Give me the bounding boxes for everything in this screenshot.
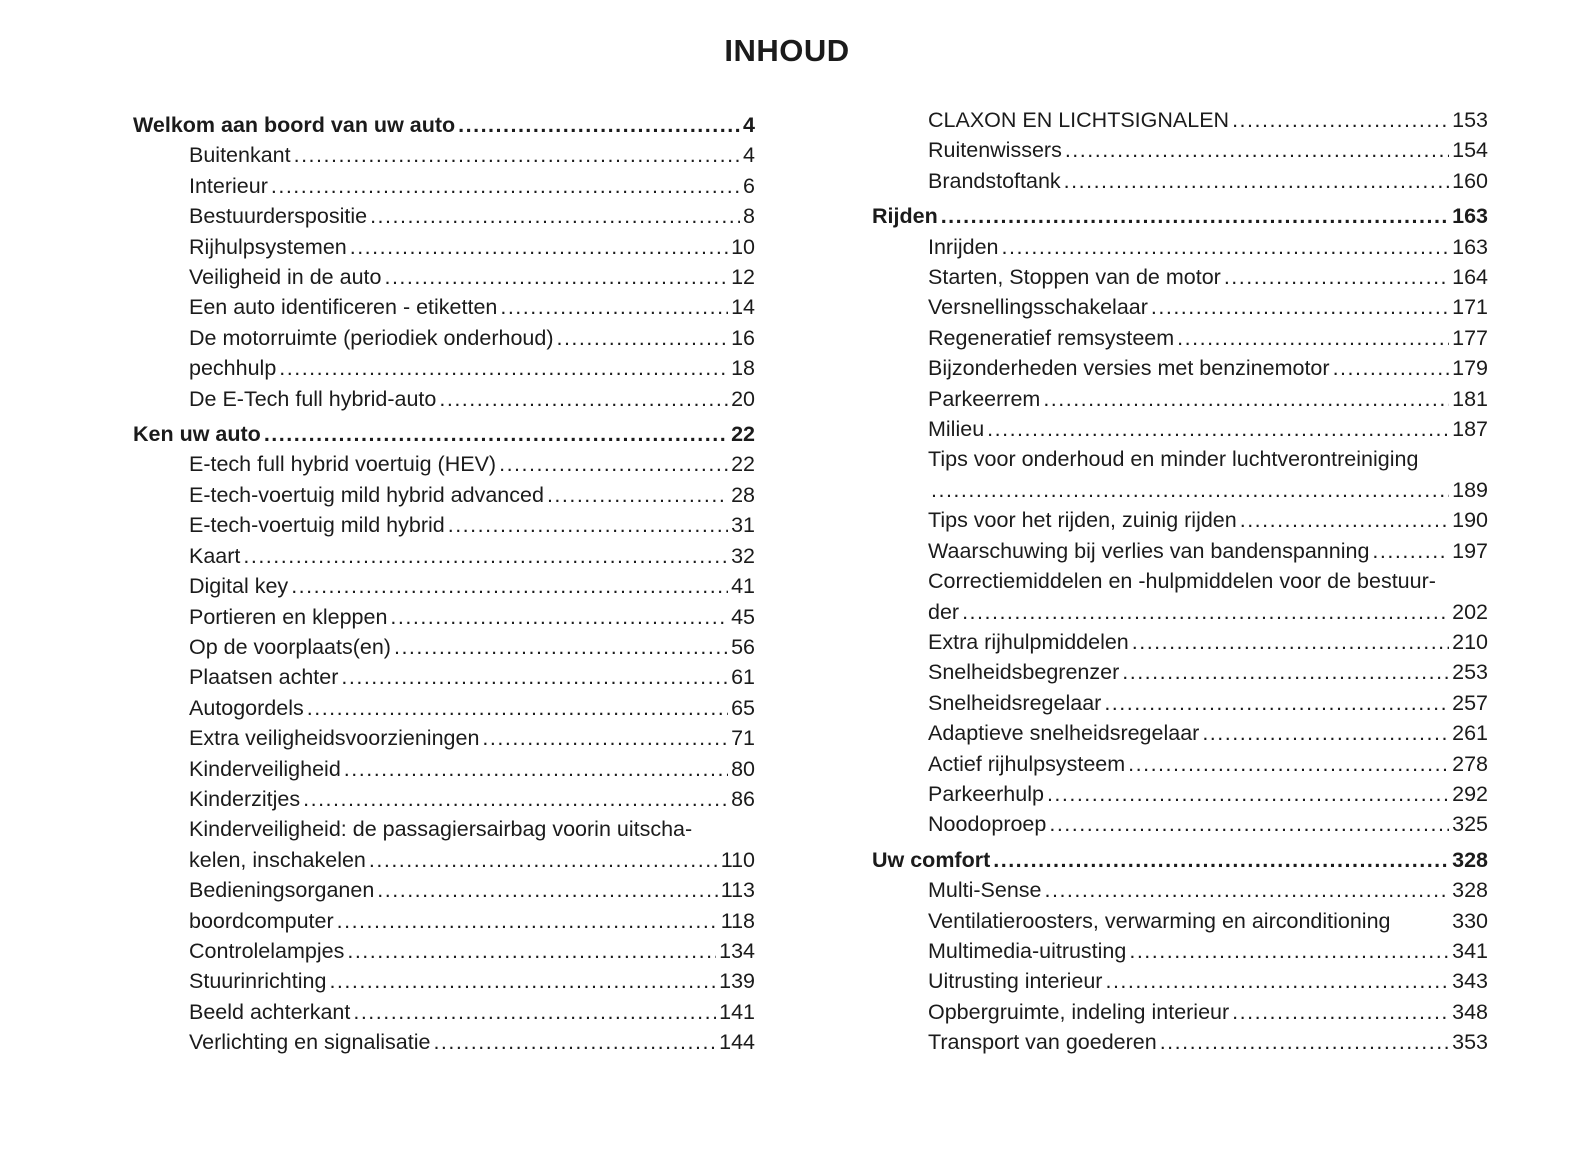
dot-leader [394,632,728,662]
toc-entry-label: Autogordels [189,695,304,720]
dot-leader [377,875,717,905]
dot-leader [962,597,1449,627]
toc-entry-label: Welkom aan boord van uw auto [133,113,456,137]
dot-leader [1160,1027,1449,1057]
toc-entry-label: Extra rijhulpmiddelen [928,629,1129,654]
toc-entry [133,384,755,414]
toc-entry [133,966,755,996]
toc-entry-label: Rijden [872,204,938,229]
toc-page-number: 86 [731,786,755,811]
dot-leader [439,384,728,414]
toc-entry [872,384,1488,414]
toc-entry-label: pechhulp [189,356,277,381]
toc-page-number: 190 [1452,508,1488,533]
toc-page-number: 16 [731,325,755,350]
toc-entry-label: Digital key [189,574,289,599]
toc-entry [133,262,755,292]
dot-leader [1224,262,1449,292]
toc-entry-label: Portieren en kleppen [189,604,388,629]
toc-entry-label: Plaatsen achter [189,665,339,690]
toc-entry [872,105,1488,135]
toc-page-number: 32 [731,543,755,568]
dot-leader [1202,718,1449,748]
dot-leader [1128,749,1449,779]
toc-entry-label: Adaptieve snelheidsregelaar [928,721,1200,746]
toc-page-number: 261 [1452,721,1488,746]
dot-leader [279,353,728,383]
toc-entry [872,627,1488,657]
toc-page-number: 163 [1452,204,1488,229]
dot-leader [1065,135,1449,165]
dot-leader [350,232,728,262]
toc-entry [872,936,1488,966]
toc-page-number: 153 [1452,108,1488,132]
toc-page-number: 113 [720,878,755,903]
toc-page-number: 325 [1452,812,1488,837]
toc-section-header [872,201,1488,231]
toc-column-left [133,105,755,1058]
toc-page-number: 65 [731,695,755,720]
toc-entry-label: Bestuurderspositie [189,204,368,229]
toc-entry [872,353,1488,383]
toc-page-number: 154 [1452,138,1488,163]
dot-leader [987,414,1449,444]
toc-entry [133,140,755,170]
toc-entry-label: Multi-Sense [928,878,1042,903]
dot-leader [1105,966,1449,996]
toc-entry [133,1027,755,1057]
toc-page-number: 189 [1452,477,1488,502]
toc-entry-label: Parkeerhulp [928,781,1044,806]
dot-leader [307,693,728,723]
toc-entry-label: Verlichting en signalisatie [189,1030,431,1055]
dot-leader [500,292,728,322]
toc-page-number: 141 [719,999,755,1024]
toc-entry-label: kelen, inschakelen [189,847,366,872]
toc-entry [872,323,1488,353]
toc-entry [133,997,755,1027]
toc-entry-label: Buitenkant [189,143,291,168]
toc-entry [133,662,755,692]
toc-entry-label: Kinderveiligheid [189,756,341,781]
dot-leader [1240,505,1449,535]
toc-entry-label: Regeneratief remsysteem [928,325,1175,350]
toc-entry-label: Ruitenwissers [928,138,1062,163]
dot-leader [941,201,1449,231]
dot-leader [1049,809,1449,839]
toc-page-number: 22 [731,452,755,477]
dot-leader [1064,166,1449,196]
dot-leader [556,323,728,353]
dot-leader [390,602,728,632]
dot-leader [1043,384,1449,414]
toc-page-number: 292 [1452,781,1488,806]
dot-leader [341,662,728,692]
toc-page-number: 110 [720,847,755,872]
toc-entry [872,444,1488,474]
toc-page-number: 348 [1452,999,1488,1024]
toc-page-number: 4 [743,113,755,137]
dot-leader [347,936,716,966]
dot-leader [243,541,728,571]
dot-leader [1104,688,1449,718]
dot-leader [303,784,728,814]
toc-entry [872,906,1488,936]
toc-entry-label: Beeld achterkant [189,999,351,1024]
dot-leader [291,571,728,601]
toc-entry [872,997,1488,1027]
toc-page-number: 341 [1452,938,1488,963]
toc-entry-label: De motorruimte (periodiek onderhoud) [189,325,554,350]
toc-entry-label: Veiligheid in de auto [189,265,382,290]
toc-page-number: 14 [731,295,755,320]
toc-entry [872,262,1488,292]
dot-leader [433,1027,716,1057]
toc-entry-label: Interieur [189,173,268,198]
toc-entry-label: Tips voor onderhoud en minder luchtverontreiniging [928,447,1419,472]
dot-leader [458,110,740,140]
toc-entry-label: Stuurinrichting [189,969,327,994]
toc-entry [872,505,1488,535]
toc-entry [133,571,755,601]
dot-leader [1129,936,1449,966]
toc-page-number: 56 [731,634,755,659]
toc-entry-label: der [928,599,960,624]
toc-entry-label: De E-Tech full hybrid-auto [189,386,437,411]
dot-leader [1333,353,1450,383]
toc-page-number: 10 [731,234,755,259]
toc-entry [133,784,755,814]
dot-leader [1002,232,1450,262]
dot-leader [344,754,728,784]
dot-leader [1122,657,1449,687]
toc-entry-label: Kaart [189,543,241,568]
toc-entry [872,1027,1488,1057]
toc-entry [133,323,755,353]
toc-entry [872,166,1488,196]
toc-entry-label: Transport van goederen [928,1030,1157,1055]
toc-entry [133,723,755,753]
toc-section-header [133,110,755,140]
toc-section-header [133,419,755,449]
dot-leader [931,475,1449,505]
toc-page-number: 28 [731,482,755,507]
toc-entry-label: Noodoproep [928,812,1047,837]
dot-leader [369,845,718,875]
toc-entry-label: boordcomputer [189,908,334,933]
toc-entry-label: Multimedia-uitrusting [928,938,1127,963]
toc-page-number: 163 [1452,234,1488,259]
toc-page-number: 71 [731,726,755,751]
toc-page-number: 160 [1452,168,1488,193]
toc-entry-label: Bedieningsorganen [189,878,375,903]
toc-entry-label: CLAXON EN LICHTSIGNALEN [928,108,1230,132]
toc-page-number: 164 [1452,265,1488,290]
toc-entry-label: Opbergruimte, indeling interieur [928,999,1230,1024]
toc-entry [133,201,755,231]
toc-entry [133,693,755,723]
toc-entry-label: Controlelampjes [189,938,345,963]
dot-leader [337,906,718,936]
toc-page-number: 181 [1452,386,1488,411]
dot-leader [993,845,1449,875]
toc-entry [872,688,1488,718]
toc-entry-label: Extra veiligheidsvoorzieningen [189,726,480,751]
toc-page-number: 139 [719,969,755,994]
toc-entry-label: Kinderveiligheid: de passagiersairbag voorin uitscha- [189,817,693,842]
toc-entry-label: Brandstoftank [928,168,1061,193]
toc-page-number: 118 [720,908,755,933]
toc-page-number: 80 [731,756,755,781]
toc-entry [872,232,1488,262]
toc-page-number: 22 [731,422,755,447]
toc-entry-label: Actief rijhulpsysteem [928,751,1126,776]
toc-entry-label: Op de voorplaats(en) [189,634,391,659]
toc-page-number: 177 [1452,325,1488,350]
toc-page-number: 41 [731,574,755,599]
dot-leader [329,966,716,996]
toc-entry [872,875,1488,905]
dot-leader [370,201,740,231]
toc-page-number: 4 [743,143,755,168]
dot-leader [1047,779,1449,809]
toc-entry [133,171,755,201]
toc-entry [872,597,1488,627]
toc-page-number: 144 [719,1030,755,1055]
toc-page-number: 20 [731,386,755,411]
toc-entry-label: E-tech-voertuig mild hybrid advanced [189,482,544,507]
toc-entry-label: Snelheidsbegrenzer [928,660,1120,685]
toc-entry-label: Een auto identificeren - etiketten [189,295,498,320]
toc-columns [0,69,1574,1058]
toc-entry [133,541,755,571]
toc-page-number: 6 [743,173,755,198]
toc-entry [872,718,1488,748]
toc-page-number: 45 [731,604,755,629]
toc-entry-label: Ken uw auto [133,422,261,447]
dot-leader [353,997,716,1027]
toc-page-number: 187 [1452,417,1488,442]
toc-entry-label: E-tech full hybrid voertuig (HEV) [189,452,497,477]
toc-page-number: 171 [1452,295,1488,320]
toc-entry [133,814,755,844]
toc-entry-label: Rijhulpsystemen [189,234,347,259]
toc-section-header [872,845,1488,875]
toc-entry [872,475,1488,505]
dot-leader [294,140,740,170]
toc-entry-label: Versnellingsschakelaar [928,295,1148,320]
toc-entry [133,906,755,936]
toc-entry [872,779,1488,809]
toc-entry-label: Uw comfort [872,847,991,872]
toc-entry [872,749,1488,779]
toc-entry-label: Snelheidsregelaar [928,690,1102,715]
toc-entry [872,809,1488,839]
dot-leader [547,480,728,510]
toc-entry [872,966,1488,996]
toc-entry-label: Starten, Stoppen van de motor [928,265,1221,290]
toc-page-number: 257 [1452,690,1488,715]
toc-page-number: 343 [1452,969,1488,994]
toc-entry [133,449,755,479]
toc-entry-label: Bijzonderheden versies met benzinemotor [928,356,1330,381]
toc-entry [872,566,1488,596]
dot-leader [482,723,728,753]
dot-leader [1232,997,1449,1027]
toc-entry [133,632,755,662]
toc-entry [872,292,1488,322]
toc-page-number: 253 [1452,660,1488,685]
dot-leader [264,419,728,449]
toc-entry [133,936,755,966]
toc-page-number: 8 [743,204,755,229]
toc-page-number: 328 [1452,878,1488,903]
dot-leader [1045,875,1450,905]
toc-column-right [872,105,1488,1058]
dot-leader [1151,292,1449,322]
toc-entry-label: Tips voor het rijden, zuinig rijden [928,508,1237,533]
toc-page-number: 353 [1452,1030,1488,1055]
dot-leader [1177,323,1449,353]
dot-leader [448,510,728,540]
toc-entry [872,414,1488,444]
toc-entry [133,754,755,784]
toc-entry [133,480,755,510]
toc-page-number: 330 [1452,908,1488,933]
toc-entry [133,602,755,632]
toc-entry [133,875,755,905]
toc-page-number: 134 [719,938,755,963]
toc-entry-label: Uitrusting interieur [928,969,1103,994]
toc-entry [872,135,1488,165]
toc-entry-label: E-tech-voertuig mild hybrid [189,513,445,538]
dot-leader [271,171,740,201]
toc-entry [133,353,755,383]
toc-entry [872,657,1488,687]
toc-entry [133,845,755,875]
toc-page-number: 179 [1452,356,1488,381]
dot-leader [1372,536,1449,566]
toc-entry [133,292,755,322]
toc-entry [133,232,755,262]
toc-entry-label: Milieu [928,417,985,442]
toc-page-number: 61 [731,665,755,690]
toc-entry-label: Parkeerrem [928,386,1041,411]
page-title: INHOUD [724,33,850,68]
toc-page-number: 202 [1452,599,1488,624]
toc-entry-label: Waarschuwing bij verlies van bandenspanning [928,538,1370,563]
toc-entry-label: Inrijden [928,234,999,259]
dot-leader [499,449,728,479]
toc-entry-label: Kinderzitjes [189,786,301,811]
toc-page-number: 210 [1452,629,1488,654]
toc-entry-label: Ventilatieroosters, verwarming en airconditioning [928,908,1391,933]
toc-page-number: 12 [731,265,755,290]
toc-page-number: 278 [1452,751,1488,776]
toc-page-number: 18 [731,356,755,381]
toc-entry [133,510,755,540]
dot-leader [384,262,728,292]
dot-leader [1232,105,1449,135]
toc-page-number: 328 [1452,847,1488,872]
toc-page-number: 197 [1452,538,1488,563]
dot-leader [1132,627,1449,657]
toc-entry [872,536,1488,566]
toc-entry-label: Correctiemiddelen en -hulpmiddelen voor de bestuur- [928,569,1436,594]
toc-page-number: 31 [731,513,755,538]
